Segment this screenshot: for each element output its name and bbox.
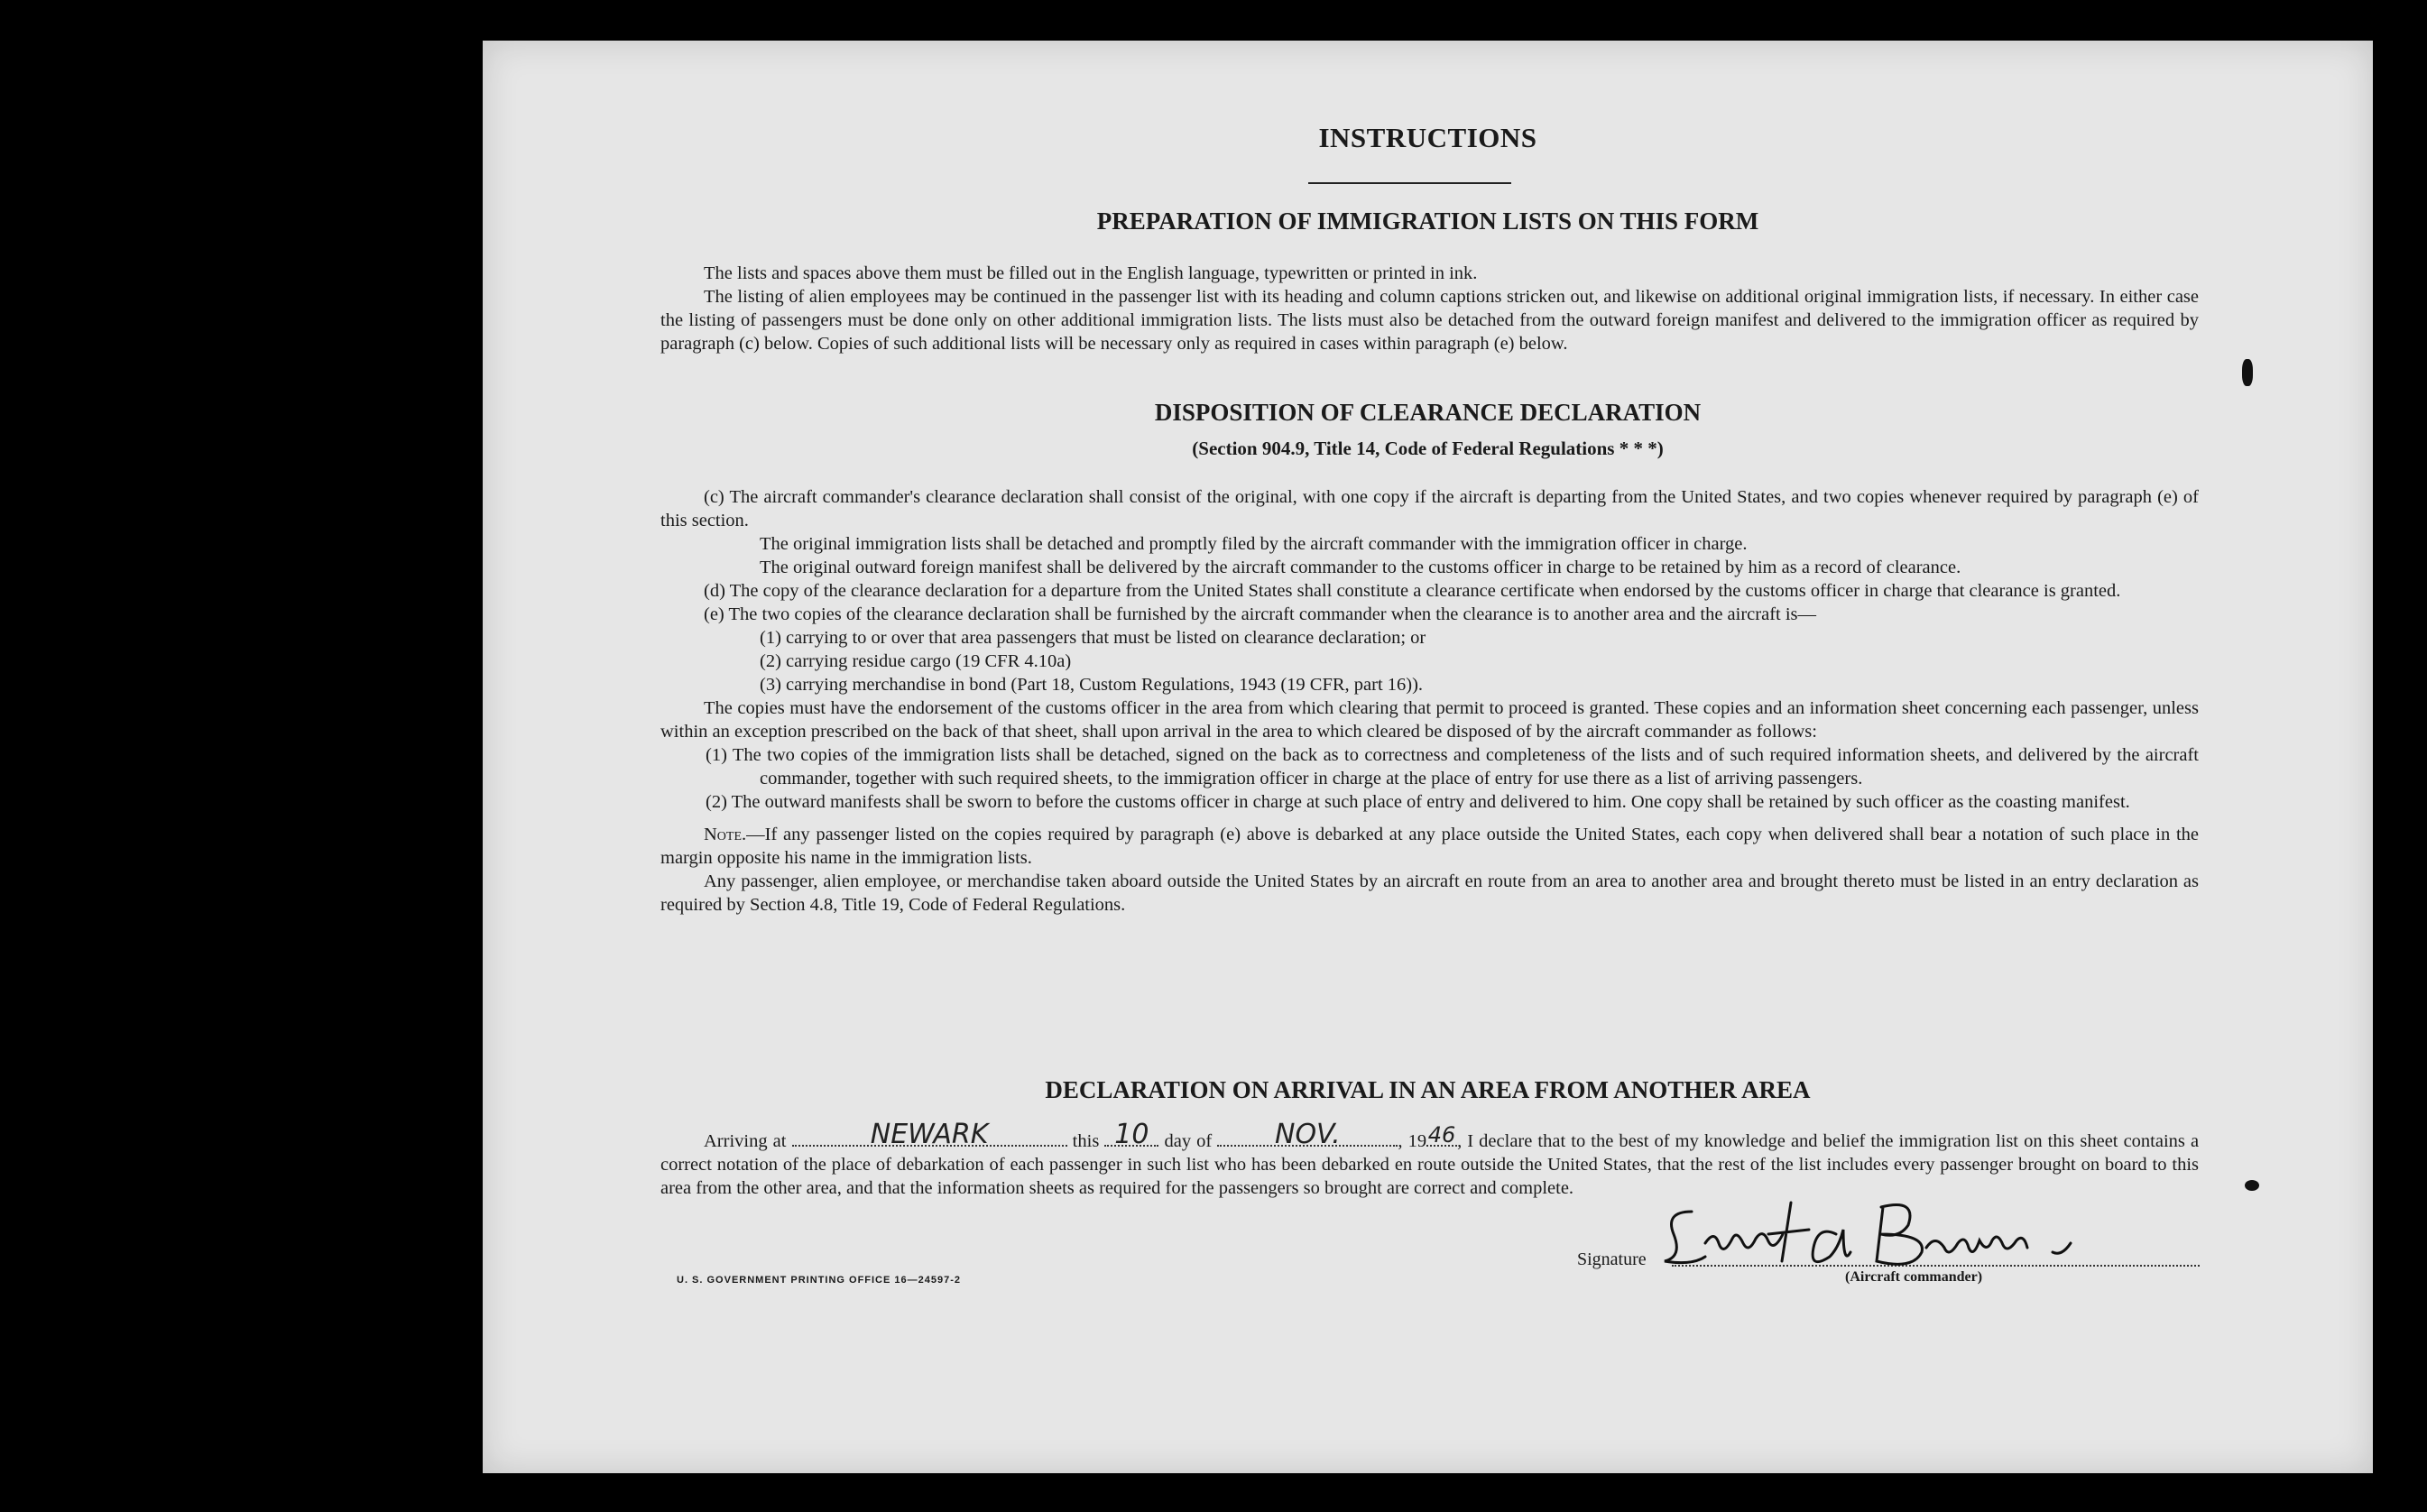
month-field xyxy=(1217,1119,1398,1150)
signature-caption: (Aircraft commander) xyxy=(1845,1269,1983,1285)
ink-speck xyxy=(2245,1180,2259,1191)
document-page xyxy=(483,41,2373,1473)
note-text: —If any passenger listed on the copies required by paragraph (e) above is debarked at any place outside the United States, each copy when delivered shall bear a notation of such place in the margin opposite his name in the immigration lists. xyxy=(660,825,2199,868)
disposal-item-1: (1) The two copies of the immigration lists shall be detached, signed on the back as to correctness and completeness of the lists and of such required information sheets, and delivered by the aircraft commander, together with such required sheets, to the immigration officer in charge at the place of entry for use there as a list of arriving passengers. xyxy=(706,745,2199,788)
handwritten-signature xyxy=(1656,1194,2089,1275)
arriving-at-field xyxy=(792,1119,1067,1150)
paragraph-e: (e) The two copies of the clearance declaration shall be furnished by the aircraft commander when the clearance is to another area and the aircraft is— xyxy=(704,604,1817,624)
day-value: 10 xyxy=(1114,1119,1149,1150)
section1-heading: PREPARATION OF IMMIGRATION LISTS ON THIS FORM xyxy=(1096,207,1759,235)
day-of-label: day of xyxy=(1164,1131,1213,1151)
paragraph-d: (d) The copy of the clearance declaration for a departure from the United States shall constitute a clearance certificate when endorsed by the customs officer in charge that clearance is granted. xyxy=(704,581,2121,601)
paragraph-c: (c) The aircraft commander's clearance declaration shall consist of the original, with one copy if the aircraft is departing from the United States, and two copies whenever required by paragraph (e) of this section. xyxy=(660,487,2199,530)
ink-speck xyxy=(2242,359,2253,386)
paragraph-copies: The copies must have the endorsement of the customs officer in the area from which clearing that permit to proceed is granted. These copies and an information sheet concerning each passenger, unless within an exception prescribed on the back of that sheet, shall upon arrival in the area to which cleared be disposed of by the aircraft commander as follows: xyxy=(660,698,2199,742)
signature-label: Signature xyxy=(1577,1249,1647,1269)
paragraph-e-item-3: (3) carrying merchandise in bond (Part 18, Custom Regulations, 1943 (19 CFR, part 16)). xyxy=(760,675,1424,695)
paragraph-any-passenger: Any passenger, alien employee, or merchandise taken aboard outside the United States by an aircraft en route from an area to another area and brought thereto must be listed in an entry declaration as required by Section 4.8, Title 19, Code of Federal Regulations. xyxy=(660,871,2199,915)
section1-paragraph-1: The lists and spaces above them must be filled out in the English language, typewritten or printed in ink. xyxy=(704,263,1478,283)
arriving-at-value: NEWARK xyxy=(870,1119,989,1150)
arriving-at-label: Arriving at xyxy=(704,1131,787,1151)
paragraph-c-immigration-lists: The original immigration lists shall be detached and promptly filed by the aircraft commander with the immigration officer in charge. xyxy=(760,534,1748,554)
section1-paragraph-2: The listing of alien employees may be continued in the passenger list with its heading and column captions stricken out, and likewise on additional original immigration lists, if necessary. In either case the listing of passengers must be done only on other additional immigration lists. The lists must also be detached from the outward foreign manifest and delivered to the immigration officer as required by paragraph (c) below. Copies of such additional lists will be necessary only as required in cases within paragraph (e) below. xyxy=(660,287,2199,354)
arrival-declaration: Arriving at NEWARK this 10 day of NOV. , 19 46 , I declare that to the best of my knowledge and belief the immigration list on this sheet contains a correct notation of the place of debarkation of each passenger in such list who has been debarked en route outside the United States, that the rest of the list includes every passenger brought on board to this area from the other area, and that the information sheets as required for the passengers so brought are correct and complete. xyxy=(660,1119,2200,1198)
year-value: 46 xyxy=(1427,1122,1456,1148)
section1-body xyxy=(660,262,2199,355)
month-value: NOV. xyxy=(1275,1119,1341,1150)
note-paragraph xyxy=(660,823,2199,870)
instructions-title: INSTRUCTIONS xyxy=(1318,122,1537,153)
year-prefix: 19 xyxy=(1407,1131,1427,1151)
paragraph-c-outward-manifest: The original outward foreign manifest shall be delivered by the aircraft commander to the customs officer in charge to be retained by him as a record of clearance. xyxy=(760,558,1961,577)
this-label: this xyxy=(1072,1131,1100,1151)
section2-body xyxy=(660,485,2199,917)
paragraph-e-item-2: (2) carrying residue cargo (19 CFR 4.10a) xyxy=(760,651,1072,671)
section2-subheading: (Section 904.9, Title 14, Code of Federal Regulations * * *) xyxy=(1192,438,1664,459)
note-label: Note. xyxy=(704,825,747,844)
paragraph-e-item-1: (1) carrying to or over that area passengers that must be listed on clearance declaration; or xyxy=(760,628,1426,648)
section2-heading: DISPOSITION OF CLEARANCE DECLARATION xyxy=(1154,399,1702,426)
declaration-text: , I declare that to the best of my knowledge and belief the immigration list on this sheet contains a correct notation of the place of debarkation of each passenger in such list who has been debarked en route outside the United States, that the rest of the list includes every passenger brought on board to this area from the other area, and that the information sheets as required for the passengers so brought are correct and complete. xyxy=(660,1131,2200,1198)
printing-office-footer: U. S. GOVERNMENT PRINTING OFFICE 16—24597-2 xyxy=(677,1275,962,1286)
disposal-item-2: (2) The outward manifests shall be sworn to before the customs officer in charge at such place of entry and delivered to him. One copy shall be retained by such officer as the coasting manifest. xyxy=(706,792,2130,812)
title-rule xyxy=(1308,182,1511,184)
section3-heading: DECLARATION ON ARRIVAL IN AN AREA FROM ANOTHER AREA xyxy=(1045,1076,1811,1103)
day-field xyxy=(1104,1119,1158,1150)
year-field xyxy=(1426,1123,1457,1147)
